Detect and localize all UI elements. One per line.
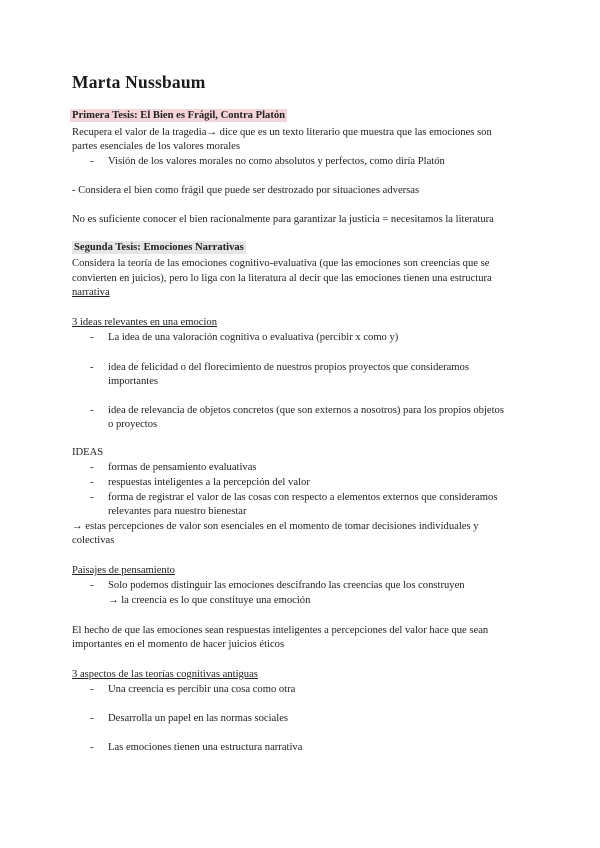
bullet-dash: - <box>90 405 94 416</box>
bullet-dash: - <box>90 332 94 343</box>
bullet-dash: - <box>90 713 94 724</box>
bullet-dash: - <box>90 362 94 373</box>
bullet-text: relevantes para nuestro bienestar <box>108 506 247 517</box>
bullet-text: Las emociones tienen una estructura narrativa <box>108 742 303 753</box>
subheading-ideas-relevantes: 3 ideas relevantes en una emocion <box>72 317 218 328</box>
text-line: No es suficiente conocer el bien racionalmente para garantizar la justicia = necesitamos la literatura <box>72 214 494 225</box>
bullet-text: importantes <box>108 376 159 387</box>
text-line: narrativa <box>72 287 110 298</box>
bullet-text: Desarrolla un papel en las normas sociales <box>108 713 289 724</box>
text-line: → estas percepciones de valor son esenciales en el momento de tomar decisiones individuales y <box>72 521 479 532</box>
bullet-dash: - <box>90 492 94 503</box>
ideas-label: IDEAS <box>72 447 104 458</box>
text-line: - Considera el bien como frágil que puede ser destrozado por situaciones adversas <box>72 185 420 196</box>
bullet-text: idea de felicidad o del florecimiento de nuestros propios proyectos que consideramos <box>108 362 469 373</box>
bullet-text: La idea de una valoración cognitiva o evaluativa (percibir x como y) <box>108 332 399 343</box>
bullet-text: formas de pensamiento evaluativas <box>108 462 257 473</box>
bullet-text: respuestas inteligentes a la percepción del valor <box>108 477 310 488</box>
subheading-paisajes: Paisajes de pensamiento <box>72 565 175 576</box>
bullet-text: forma de registrar el valor de las cosas con respecto a elementos externos que consideramos <box>108 492 498 503</box>
text-line: colectivas <box>72 535 115 546</box>
bullet-text: Una creencia es percibir una cosa como otra <box>108 684 296 695</box>
bullet-dash: - <box>90 580 94 591</box>
bullet-dash: - <box>90 477 94 488</box>
bullet-text: Solo podemos distinguir las emociones descifrando las creencias que los construyen <box>108 580 465 591</box>
text-line: Recupera el valor de la tragedia→ dice que es un texto literario que muestra que las emociones son <box>72 127 492 138</box>
page-title: Marta Nussbaum <box>72 72 206 92</box>
bullet-text: → la creencia es lo que constituye una emoción <box>108 595 311 606</box>
text-line: Considera la teoría de las emociones cognitivo-evaluativa (que las emociones son creencias que se <box>72 258 490 269</box>
bullet-dash: - <box>90 742 94 753</box>
bullet-text: o proyectos <box>108 419 158 430</box>
text-line: partes esenciales de los valores morales <box>72 141 240 152</box>
section-2-heading: Segunda Tesis: Emociones Narrativas <box>74 242 244 253</box>
section-1-heading: Primera Tesis: El Bien es Frágil, Contra Platón <box>72 110 286 121</box>
bullet-dash: - <box>90 684 94 695</box>
bullet-dash: - <box>90 156 94 167</box>
bullet-text: idea de relevancia de objetos concretos (que son externos a nosotros) para los propios objetos <box>108 405 504 416</box>
bullet-dash: - <box>90 462 94 473</box>
text-line: convierten en juicios), pero lo liga con la literatura al decir que las emociones tienen una estructura <box>72 273 492 284</box>
bullet-text: Visión de los valores morales no como absolutos y perfectos, como diría Platón <box>108 156 445 167</box>
subheading-aspectos: 3 aspectos de las teorías cognitivas antiguas <box>72 669 258 680</box>
text-line: importantes en el momento de hacer juicios éticos <box>72 639 285 650</box>
text-line: El hecho de que las emociones sean respuestas inteligentes a percepciones del valor hace que sean <box>72 625 489 636</box>
